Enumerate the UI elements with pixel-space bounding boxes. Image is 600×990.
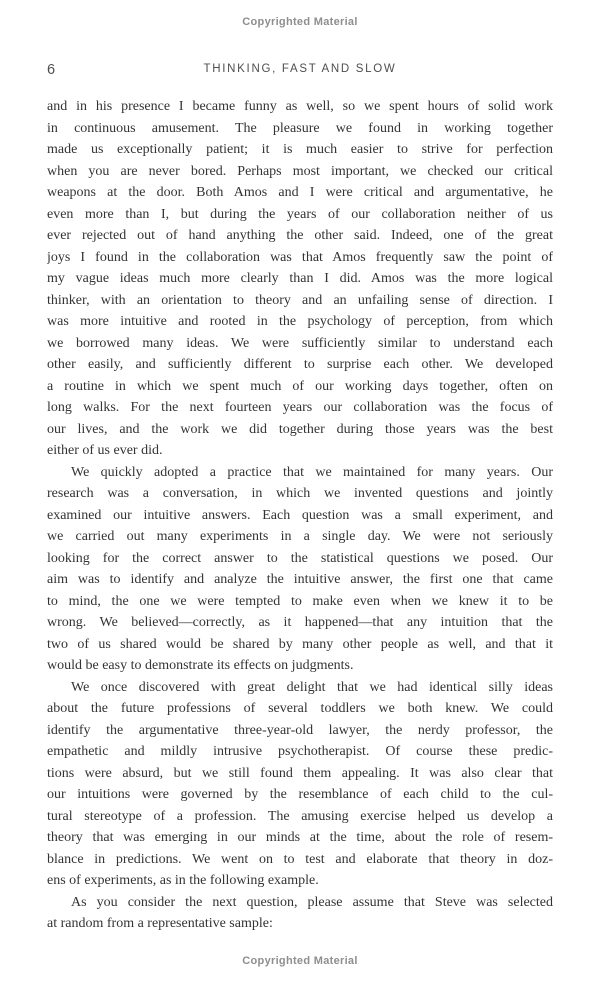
text-line: when you are never bored. Perhaps most important, we checked our critical: [47, 163, 553, 179]
text-line: made us exceptionally patient; it is much easier to strive for perfection: [47, 142, 553, 157]
text-line: to mind, the one we were tempted to make even when we knew it to be: [47, 593, 553, 609]
text-line: ever rejected out of hand anything the other said. Indeed, one of the great: [47, 228, 553, 243]
text-line: my vague ideas much more clearly than I did. Amos was the more logical: [47, 271, 553, 286]
page-number: 6: [47, 62, 56, 78]
paragraph: [47, 677, 553, 892]
text-line: we borrowed many ideas. We were sufficiently similar to understand each: [47, 335, 553, 351]
text-line: looking for the correct answer to the statistical questions we posed. Our: [47, 550, 553, 566]
text-line: at random from a representative sample:: [47, 916, 273, 931]
page-header: [47, 61, 553, 78]
text-line: our intuitions were governed by the resemblance of each child to the cul-: [47, 787, 553, 802]
paragraph: [47, 96, 553, 462]
text-line: theory that was emerging in our minds at the time, about the role of resem-: [47, 830, 553, 845]
paragraph: [47, 892, 553, 935]
text-line: even more than I, but during the years of our collaboration neither of us: [47, 206, 553, 222]
copyright-notice-bottom: Copyrighted Material: [242, 955, 358, 967]
copyright-notice-top: Copyrighted Material: [242, 16, 358, 28]
body-text: [47, 96, 553, 935]
text-line: was more intuitive and rooted in the psychology of perception, from which: [47, 314, 553, 329]
text-line: and in his presence I became funny as well, so we spent hours of solid work: [47, 99, 553, 114]
text-line: either of us ever did.: [47, 443, 163, 458]
text-line: thinker, with an orientation to theory and an unfailing sense of direction. I: [47, 292, 553, 308]
paragraph: [47, 462, 553, 677]
text-line: We quickly adopted a practice that we maintained for many years. Our: [71, 464, 553, 480]
running-head: THINKING, FAST AND SLOW: [203, 63, 397, 75]
text-line: would be easy to demonstrate its effects on judgments.: [47, 658, 354, 673]
text-line: wrong. We believed—correctly, as it happened—that any intuition that the: [47, 615, 553, 630]
text-line: in continuous amusement. The pleasure we found in working together: [47, 120, 553, 136]
text-line: about the future professions of several toddlers we both knew. We could: [47, 701, 553, 716]
text-line: We once discovered with great delight that we had identical silly ideas: [71, 679, 553, 695]
text-line: identify the argumentative three-year-old lawyer, the nerdy professor, the: [47, 722, 553, 738]
text-line: long walks. For the next fourteen years our collaboration was the focus of: [47, 400, 553, 415]
text-line: other easily, and sufficiently different to surprise each other. We developed: [47, 357, 553, 372]
text-line: weapons at the door. Both Amos and I were critical and argumentative, he: [47, 185, 553, 200]
text-line: ens of experiments, as in the following example.: [47, 873, 319, 888]
text-line: aim was to identify and analyze the intuitive answer, the first one that came: [47, 572, 553, 587]
text-line: a routine in which we spent much of our working days together, often on: [47, 378, 553, 394]
text-line: blance in predictions. We went on to test and elaborate that theory in doz-: [47, 851, 553, 867]
text-line: research was a conversation, in which we invented questions and jointly: [47, 486, 553, 501]
text-line: joys I found in the collaboration was that Amos frequently saw the point of: [47, 249, 553, 265]
text-line: we carried out many experiments in a single day. We were not seriously: [47, 529, 553, 544]
text-line: our lives, and the work we did together during those years was the best: [47, 421, 553, 437]
text-line: tions were absurd, but we still found them appealing. It was also clear that: [47, 765, 553, 781]
text-line: tural stereotype of a profession. The amusing exercise helped us develop a: [47, 808, 553, 824]
text-line: As you consider the next question, please assume that Steve was selected: [71, 894, 553, 910]
text-line: examined our intuitive answers. Each question was a small experiment, and: [47, 507, 553, 523]
text-line: empathetic and mildly intrusive psychotherapist. Of course these predic-: [47, 744, 553, 759]
text-line: two of us shared would be shared by many other people as well, and that it: [47, 636, 553, 652]
